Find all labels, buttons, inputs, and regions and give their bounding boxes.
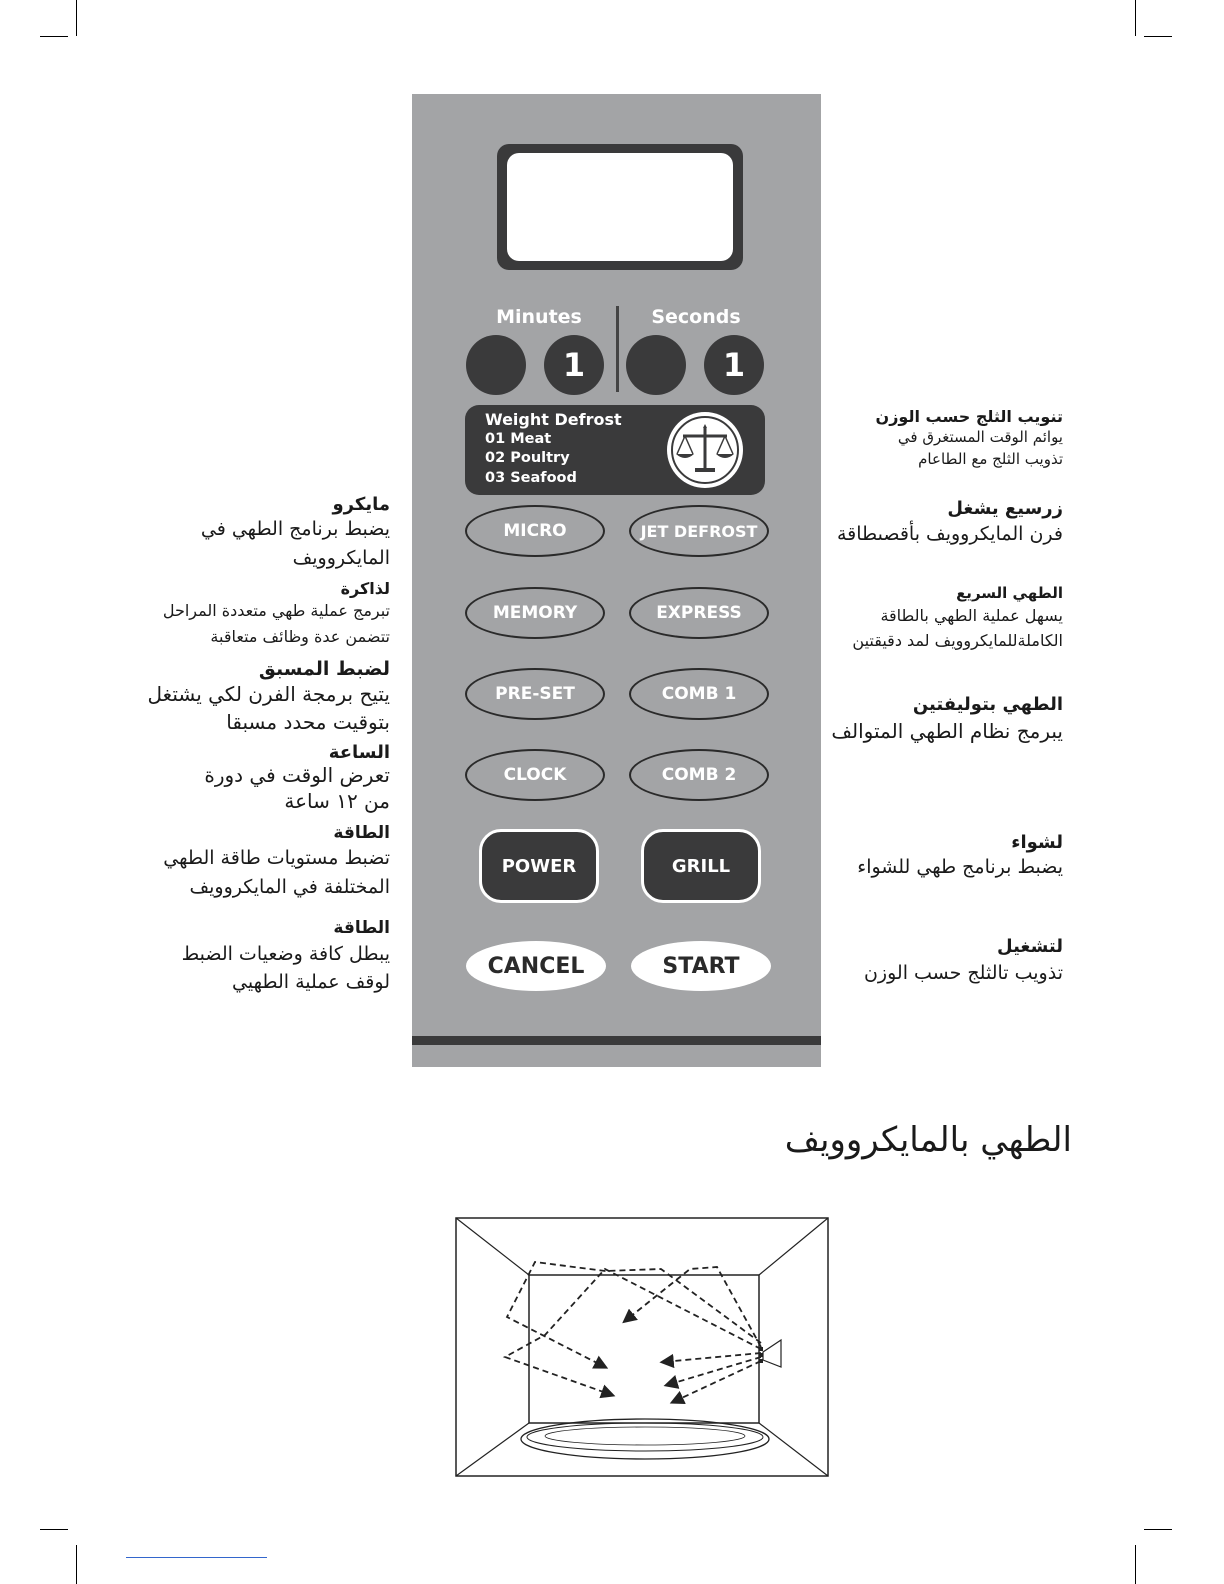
note-desc: الكاملةللمايكروويف لمد دقيقتين <box>852 631 1063 650</box>
micro-button[interactable]: MICRO <box>465 505 605 557</box>
microwave-diagram <box>455 1217 829 1477</box>
note-weight-defrost <box>876 407 1063 470</box>
note-desc: تبرمج عملية طهي متعددة المراحل <box>162 601 390 620</box>
note-title: الطهي السريع <box>956 584 1063 602</box>
pre-set-button[interactable]: PRE-SET <box>465 668 605 720</box>
weight-defrost-item: 01 Meat <box>485 430 552 447</box>
crop-mark <box>76 0 77 36</box>
weight-defrost-title: Weight Defrost <box>485 410 622 429</box>
note-desc: المايكروويف <box>292 547 390 569</box>
note-desc: بتوقيت محدد مسبقا <box>226 710 390 734</box>
crop-mark <box>40 1529 68 1530</box>
note-title: الطاقة <box>333 918 390 938</box>
note-title: لضبط المسبق <box>258 658 390 680</box>
comb-1-button[interactable]: COMB 1 <box>629 668 769 720</box>
control-panel <box>412 94 821 1067</box>
minutes-tens-digit <box>466 335 526 395</box>
memory-button[interactable]: MEMORY <box>465 587 605 639</box>
note-desc: يوائم الوقت المستغرق في <box>897 428 1063 446</box>
note-memory <box>163 579 390 650</box>
note-desc: يضبط برنامج الطهي في <box>200 518 390 540</box>
jet-defrost-button[interactable]: JET DEFROST <box>629 505 769 557</box>
note-start <box>864 936 1063 989</box>
note-cancel <box>182 918 390 994</box>
note-desc: يتيح برمجة الفرن لكي يشتغل <box>147 682 390 706</box>
note-title: مايكرو <box>332 494 390 515</box>
note-desc: تذويب تالثلج حسب الوزن <box>863 962 1063 984</box>
note-title: لذاكرة <box>340 579 390 598</box>
crop-mark <box>1135 1545 1136 1584</box>
section-title: الطهي بالمايكروويف <box>784 1120 1072 1160</box>
note-desc: يسهل عملية الطهي بالطاقة <box>880 606 1063 625</box>
note-desc: تذويب الثلج مع الطاعام <box>918 450 1063 468</box>
lcd-display <box>497 144 743 270</box>
note-desc: تعرض الوقت في دورة <box>204 763 390 787</box>
note-grill <box>857 832 1063 881</box>
comb-2-button[interactable]: COMB 2 <box>629 749 769 801</box>
seconds-tens-digit <box>626 335 686 395</box>
note-micro <box>201 494 390 573</box>
crop-mark <box>76 1545 77 1584</box>
crop-mark <box>1144 36 1172 37</box>
note-desc: يبرمج نظام الطهي المتوالف <box>831 719 1063 743</box>
start-button[interactable]: START <box>631 941 771 991</box>
clock-button[interactable]: CLOCK <box>465 749 605 801</box>
weight-defrost-text <box>485 410 622 488</box>
note-title: لشواء <box>1011 832 1063 853</box>
note-jet-defrost <box>837 498 1063 549</box>
seconds-label: Seconds <box>651 306 741 328</box>
weight-defrost-panel[interactable] <box>465 405 765 495</box>
note-desc: فرن المايكروويف بأقصىطاقة <box>836 523 1063 545</box>
note-desc: يضبط برنامج طهي للشواء <box>857 856 1063 878</box>
note-express <box>852 584 1063 653</box>
note-title: لتشغيل <box>997 936 1063 957</box>
footer-link-line <box>126 1557 267 1558</box>
note-desc: تتضمن عدة وظائف متعاقبة <box>210 627 390 646</box>
cancel-button[interactable]: CANCEL <box>466 941 606 991</box>
crop-mark <box>40 36 68 37</box>
weight-defrost-item: 03 Seafood <box>485 469 577 486</box>
grill-button[interactable]: GRILL <box>641 829 761 903</box>
lcd-screen <box>507 153 733 261</box>
note-title: الساعة <box>328 742 390 763</box>
minutes-label: Minutes <box>496 306 582 328</box>
note-power <box>163 823 390 901</box>
note-clock <box>204 742 390 815</box>
crop-mark <box>1144 1529 1172 1530</box>
note-desc: لوقف عملية الطهيي <box>232 971 390 993</box>
note-desc: يبطل كافة وضعيات الضبط <box>181 943 390 965</box>
note-desc: المختلفة في المايكروويف <box>189 876 390 898</box>
power-button[interactable]: POWER <box>479 829 599 903</box>
crop-mark <box>1135 0 1136 36</box>
weight-defrost-item: 02 Poultry <box>485 450 570 466</box>
note-desc: تضبط مستويات طاقة الطهي <box>163 847 390 869</box>
note-title: زرسيع يشغل <box>947 498 1063 519</box>
seconds-ones-digit: 1 <box>704 335 764 395</box>
note-preset <box>148 658 390 736</box>
note-title: الطاقة <box>333 823 390 843</box>
panel-bottom-bar <box>412 1036 821 1045</box>
scale-icon <box>667 412 743 488</box>
minutes-ones-digit: 1 <box>544 335 604 395</box>
note-title: الطهي بتوليفتين <box>912 694 1063 715</box>
express-button[interactable]: EXPRESS <box>629 587 769 639</box>
note-desc: من ١٢ ساعة <box>284 789 390 813</box>
note-title: تنويب الثلج حسب الوزن <box>875 407 1063 426</box>
note-comb <box>831 694 1063 747</box>
display-divider <box>616 306 619 392</box>
